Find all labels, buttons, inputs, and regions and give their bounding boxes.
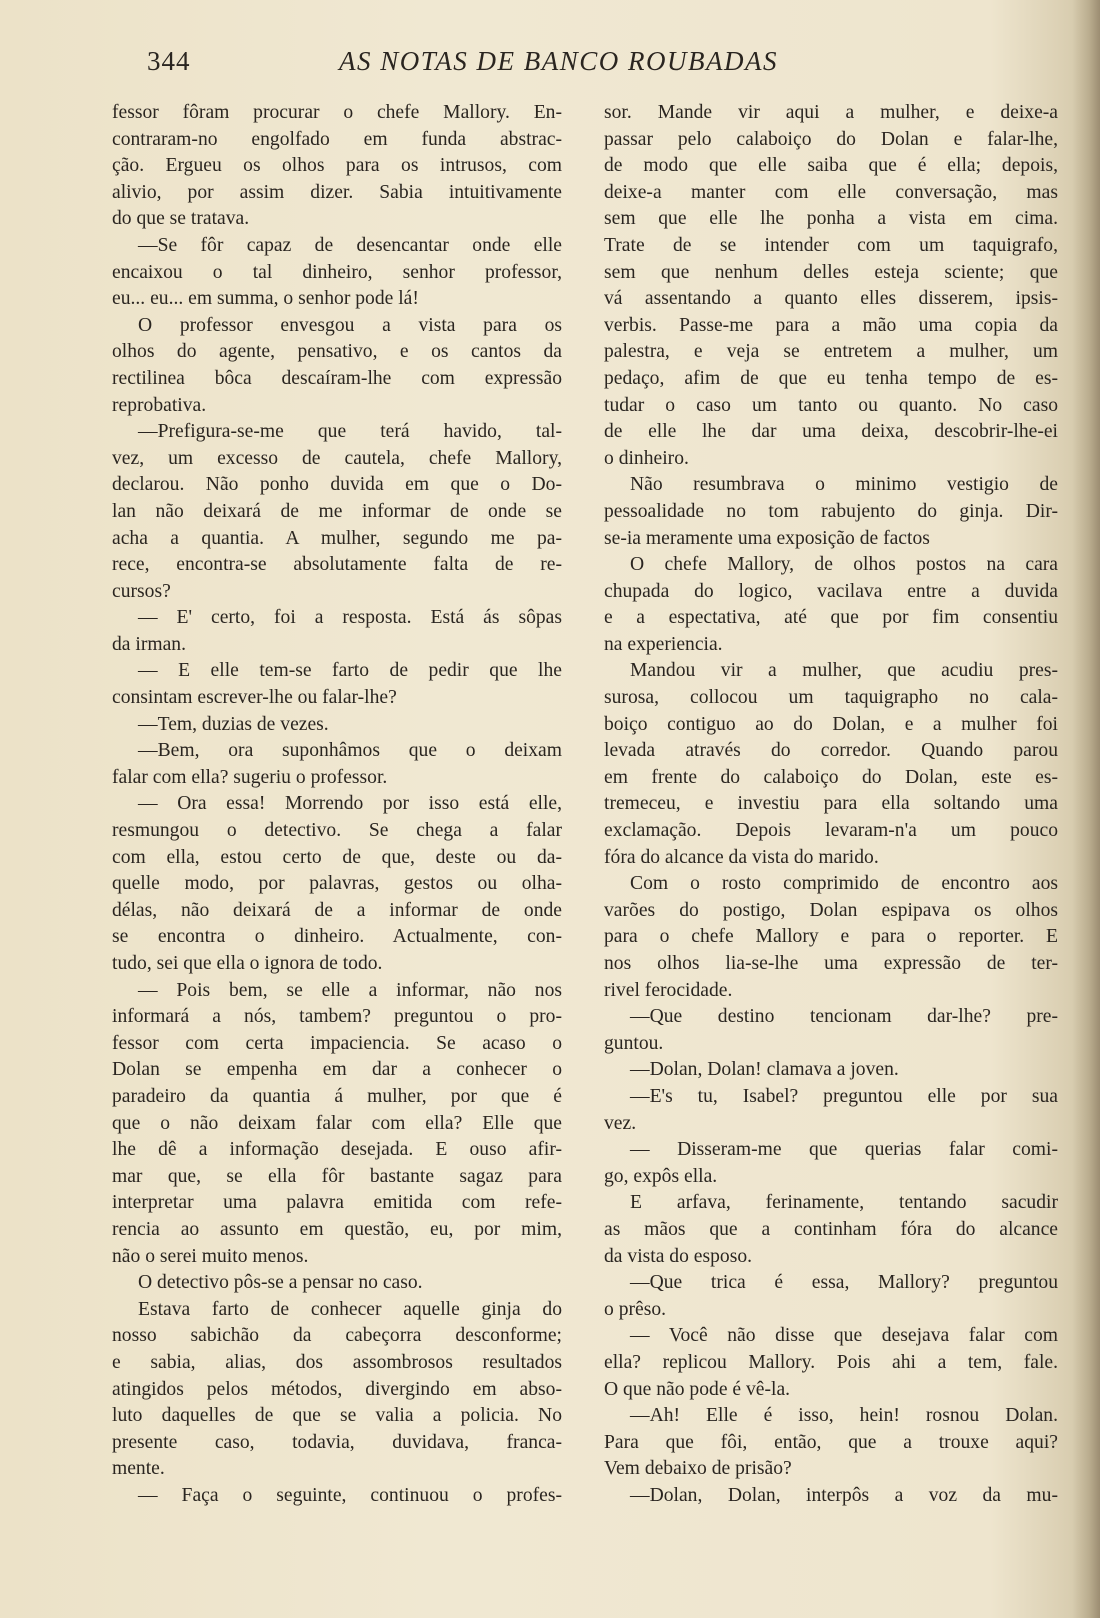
text-line: pedaço, afim de que eu tenha tempo de es- — [604, 367, 1058, 389]
text-line: —Bem, ora suponhâmos que o deixam — [138, 740, 562, 762]
text-line: pessoalidade no tom rabujento do ginja. Dir- — [604, 500, 1058, 522]
text-line: surosa, collocou um taquigrapho no cala- — [604, 687, 1058, 709]
text-line: e sabia, alias, dos assombrosos resultados — [112, 1351, 562, 1373]
text-line: —Se fôr capaz de desencantar onde elle — [138, 234, 562, 256]
text-line: não o serei muito menos. — [112, 1245, 309, 1267]
text-line: —Ah! Elle é isso, hein! rosnou Dolan. — [630, 1405, 1058, 1427]
text-line: deixe-a manter com elle conversação, mas — [604, 181, 1058, 203]
text-line: da vista do esposo. — [604, 1245, 753, 1267]
text-line: nos olhos lia-se-lhe uma expressão de ter- — [604, 953, 1058, 974]
text-line: Vem debaixo de prisão? — [604, 1458, 792, 1480]
text-line: —Dolan, Dolan, interpôs a voz da mu- — [630, 1484, 1058, 1506]
text-line: fóra do alcance da vista do marido. — [604, 846, 879, 868]
text-line: nosso sabichão da cabeçorra desconforme; — [112, 1325, 562, 1347]
text-line: rencia ao assunto em questão, eu, por mim, — [112, 1218, 562, 1240]
text-line: eu... eu... em summa, o senhor pode lá! — [112, 288, 419, 310]
text-line: tudo, sei que ella o ignora de todo. — [112, 953, 383, 974]
text-line: reprobativa. — [112, 394, 207, 416]
text-line: O professor envesgou a vista para os — [138, 314, 562, 336]
text-line: vez. — [604, 1112, 637, 1134]
text-line: O que não pode é vê-la. — [604, 1378, 791, 1400]
text-line: o dinheiro. — [604, 447, 689, 469]
text-line: —Prefigura-se-me que terá havido, tal- — [138, 421, 562, 443]
text-line: do que se tratava. — [112, 208, 250, 230]
text-line: rectilinea bôca descaíram-lhe com expressão — [112, 367, 562, 389]
book-title: AS NOTAS DE BANCO ROUBADAS — [339, 46, 778, 76]
text-line: lhe dê a informação desejada. E ouso afir- — [112, 1139, 562, 1161]
text-line: fessor fôram procurar o chefe Mallory. En- — [112, 102, 562, 123]
text-line: para o chefe Mallory e para o reporter. E — [604, 926, 1058, 948]
text-line: da irman. — [112, 633, 186, 655]
text-line: se encontra o dinheiro. Actualmente, con- — [112, 926, 562, 948]
text-line: vez, um excesso de cautela, chefe Mallory, — [112, 447, 562, 469]
text-line: alivio, por assim dizer. Sabia intuitivamente — [112, 181, 562, 203]
text-line: ção. Ergueu os olhos para os intrusos, com — [112, 155, 562, 177]
right-text-column — [604, 100, 1058, 1509]
text-line: sor. Mande vir aqui a mulher, e deixe-a — [604, 102, 1058, 123]
text-line: cursos? — [112, 580, 171, 602]
text-line: go, expôs ella. — [604, 1165, 718, 1187]
text-line: rece, encontra-se absolutamente falta de re- — [112, 554, 562, 576]
text-line: — Você não disse que desejava falar com — [630, 1325, 1058, 1347]
text-line: — Faça o seguinte, continuou o profes- — [138, 1484, 562, 1506]
text-line: mente. — [112, 1458, 165, 1480]
text-line: verbis. Passe-me para a mão uma copia da — [604, 314, 1058, 336]
text-line: — Ora essa! Morrendo por isso está elle, — [138, 793, 562, 815]
running-head — [147, 46, 847, 86]
text-line: consintam escrever-lhe ou falar-lhe? — [112, 687, 397, 709]
text-line: contraram-no engolfado em funda abstrac- — [112, 128, 562, 150]
page-edge-shadow — [1072, 0, 1100, 1618]
text-line: —E's tu, Isabel? preguntou elle por sua — [630, 1085, 1058, 1107]
text-line: —Dolan, Dolan! clamava a joven. — [630, 1059, 899, 1081]
page-number: 344 — [147, 46, 191, 76]
text-line: interpretar uma palavra emitida com refe- — [112, 1192, 562, 1214]
text-line: Com o rosto comprimido de encontro aos — [630, 873, 1058, 895]
text-line: sem que nenhum delles esteja sciente; que — [604, 261, 1058, 283]
text-line: encaixou o tal dinheiro, senhor professor, — [112, 261, 562, 283]
text-line: ella? replicou Mallory. Pois ahi a tem, fale. — [604, 1351, 1058, 1373]
text-line: que o não deixam falar com ella? Elle que — [112, 1112, 562, 1134]
text-line: olhos do agente, pensativo, e os cantos da — [112, 341, 562, 363]
left-text-column — [112, 100, 562, 1509]
text-line: lan não deixará de me informar de onde se — [112, 500, 562, 522]
text-line: exclamação. Depois levaram-n'a um pouco — [604, 820, 1058, 842]
text-line: chupada do logico, vacilava entre a duvida — [604, 580, 1058, 602]
text-line: rivel ferocidade. — [604, 979, 733, 1001]
text-line: —Que destino tencionam dar-lhe? pre- — [630, 1006, 1058, 1028]
text-line: levada através do corredor. Quando parou — [604, 740, 1058, 762]
text-line: acha a quantia. A mulher, segundo me pa- — [112, 527, 562, 549]
text-line: Para que fôi, então, que a trouxe aqui? — [604, 1431, 1058, 1453]
text-line: vá assentando a quanto elles disserem, ipsis- — [604, 288, 1058, 310]
text-line: Mandou vir a mulher, que acudiu pres- — [630, 660, 1058, 682]
text-line: as mãos que a continham fóra do alcance — [604, 1218, 1058, 1240]
text-line: —Que trica é essa, Mallory? preguntou — [630, 1272, 1058, 1294]
text-line: boiço contiguo ao do Dolan, e a mulher foi — [604, 713, 1058, 735]
text-line: — E' certo, foi a resposta. Está ás sôpas — [138, 607, 562, 629]
text-line: mar que, se ella fôr bastante sagaz para — [112, 1165, 562, 1187]
text-line: Estava farto de conhecer aquelle ginja do — [138, 1298, 562, 1320]
text-line: —Tem, duzias de vezes. — [138, 713, 329, 735]
text-line: fessor com certa impaciencia. Se acaso o — [112, 1032, 562, 1054]
text-line: E arfava, ferinamente, tentando sacudir — [630, 1192, 1058, 1214]
text-line: paradeiro da quantia á mulher, por que é — [112, 1085, 562, 1107]
text-line: falar com ella? sugeriu o professor. — [112, 766, 388, 788]
text-line: resmungou o detectivo. Se chega a falar — [112, 820, 562, 842]
text-line: guntou. — [604, 1032, 664, 1054]
text-line: e a espectativa, até que por fim consentiu — [604, 607, 1058, 629]
text-line: de modo que elle saiba que é ella; depois, — [604, 155, 1058, 177]
text-line: luto daquelles de que se valia a policia. No — [112, 1405, 562, 1427]
text-line: varões do postigo, Dolan espipava os olhos — [604, 899, 1058, 921]
text-line: Dolan se empenha em dar a conhecer o — [112, 1059, 562, 1081]
text-line: de elle lhe dar uma deixa, descobrir-lhe-ei — [604, 421, 1058, 443]
text-line: se-ia meramente uma exposição de factos — [604, 527, 930, 549]
text-line: Trate de se intender com um taquigrafo, — [604, 234, 1058, 256]
text-line: declarou. Não ponho duvida em que o Do- — [112, 474, 562, 496]
text-line: tremeceu, e investiu para ella soltando uma — [604, 793, 1058, 815]
text-line: sem que elle lhe ponha a vista em cima. — [604, 208, 1058, 230]
text-line: palestra, e veja se entretem a mulher, um — [604, 341, 1058, 363]
text-line: — Pois bem, se elle a informar, não nos — [138, 979, 562, 1001]
text-line: presente caso, todavia, duvidava, franca- — [112, 1431, 562, 1453]
text-line: tudar o caso um tanto ou quanto. No caso — [604, 394, 1058, 416]
text-line: — Disseram-me que querias falar comi- — [630, 1139, 1058, 1161]
text-line: na experiencia. — [604, 633, 723, 655]
text-line: Não resumbrava o minimo vestigio de — [630, 474, 1058, 496]
text-line: passar pelo calaboiço do Dolan e falar-lhe, — [604, 128, 1058, 150]
text-line: O chefe Mallory, de olhos postos na cara — [630, 554, 1058, 576]
text-line: quelle modo, por palavras, gestos ou olha- — [112, 873, 562, 895]
text-line: — E elle tem-se farto de pedir que lhe — [138, 660, 562, 682]
text-line: em frente do calaboiço do Dolan, este es- — [604, 766, 1058, 788]
text-line: délas, não deixará de a informar de onde — [112, 899, 562, 921]
text-line: O detectivo pôs-se a pensar no caso. — [138, 1272, 423, 1294]
text-line: com ella, estou certo de que, deste ou da- — [112, 846, 562, 868]
text-line: o prêso. — [604, 1298, 667, 1320]
text-line: atingidos pelos métodos, divergindo em abso- — [112, 1378, 562, 1400]
text-line: informará a nós, tambem? preguntou o pro- — [112, 1006, 562, 1028]
